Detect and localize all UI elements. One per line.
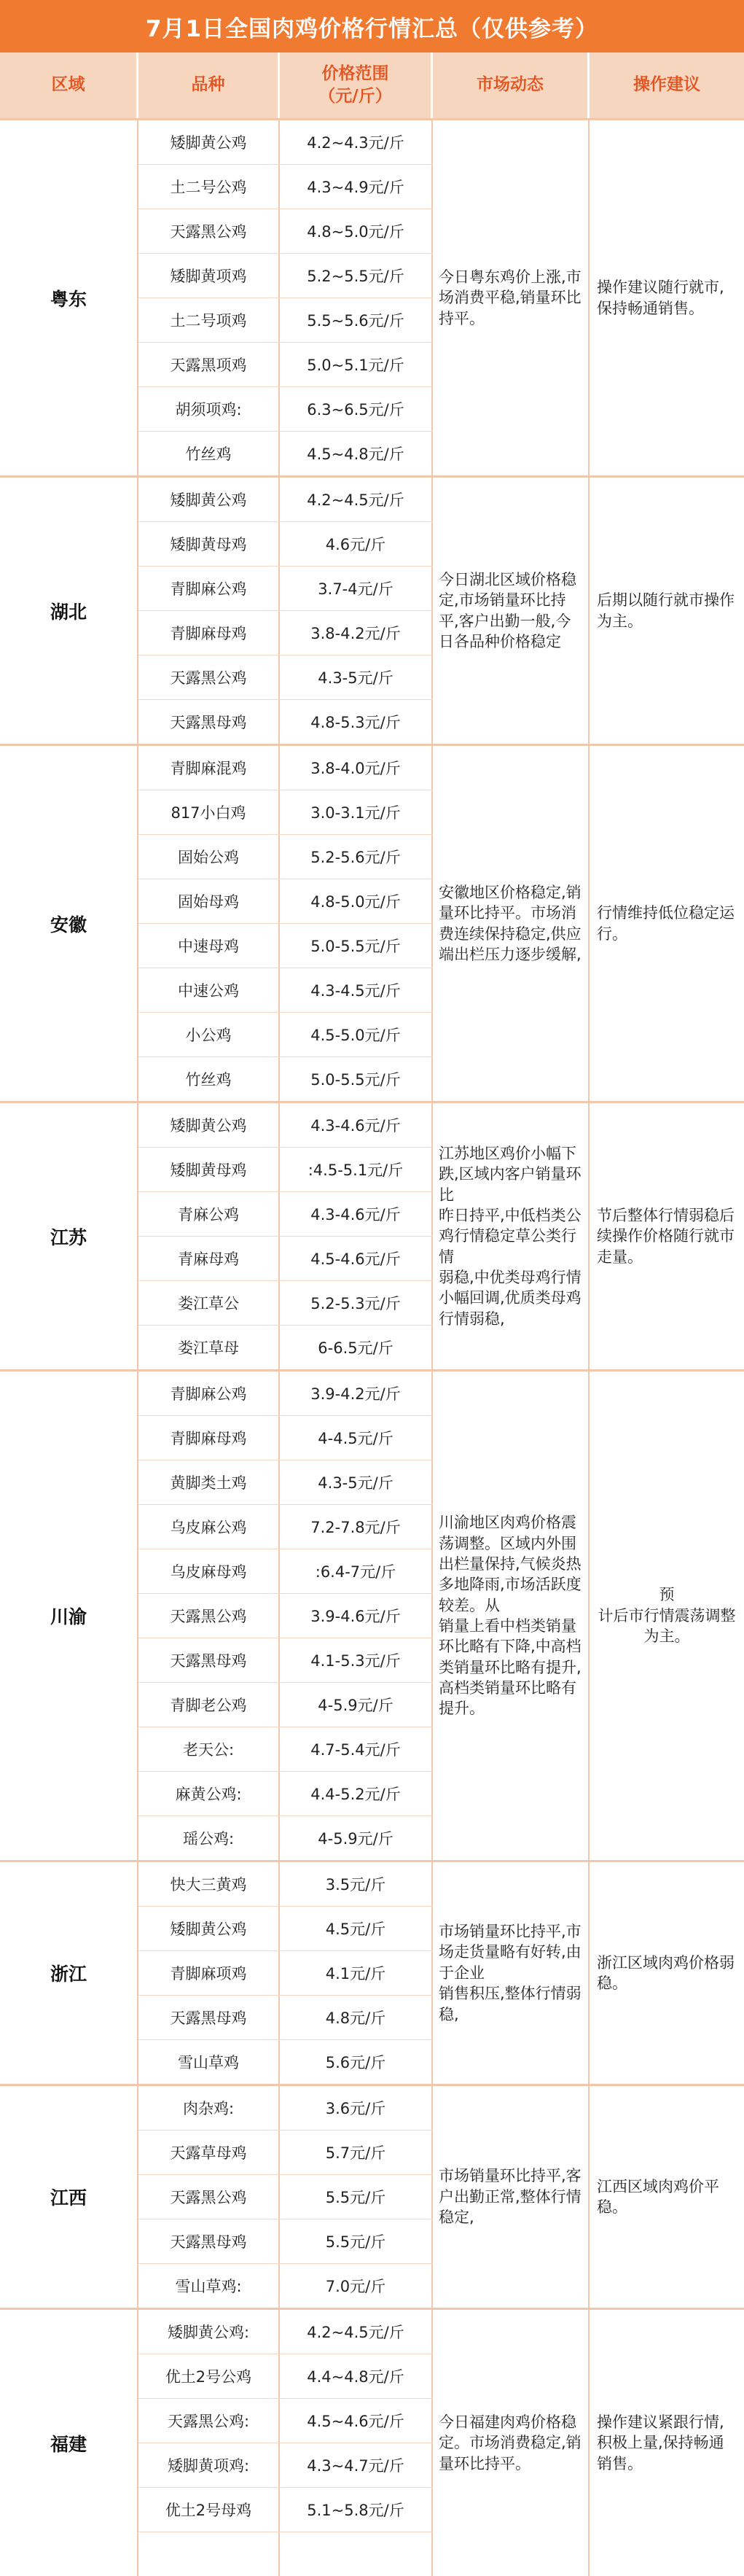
price-cell: 5.6元/斤 [280, 2040, 433, 2084]
table-row [138, 1326, 433, 1369]
table-row [138, 478, 433, 522]
variety-cell: 竹丝鸡 [138, 1057, 280, 1101]
table-row [138, 1951, 433, 1996]
table-row [138, 1237, 433, 1281]
variety-cell: 老天公: [138, 1727, 280, 1771]
table-row [138, 120, 433, 165]
operation-advice-cell: 江西区域肉鸡价平稳。 [597, 2177, 719, 2216]
variety-cell: 土二号公鸡 [138, 165, 280, 209]
variety-cell: 娄江草母 [138, 1326, 280, 1369]
market-dynamics-cell: 今日粤东鸡价上涨,市场消费平稳,销量环比持平。 [433, 120, 590, 475]
operation-advice-cell: 行情维持低位稳定运行。 [597, 904, 735, 943]
table-row [138, 298, 433, 343]
price-cell: 5.0~5.1元/斤 [280, 343, 433, 386]
price-cell: 3.9-4.2元/斤 [280, 1371, 433, 1415]
variety-cell: 瑶公鸡: [138, 1816, 280, 1860]
price-cell: 4.2~4.5元/斤 [280, 478, 433, 521]
price-cell: 5.2-5.6元/斤 [280, 835, 433, 879]
table-header [0, 52, 744, 118]
table-row [138, 2310, 433, 2354]
region-rows [138, 1103, 433, 1369]
variety-cell: 天露黑公鸡 [138, 209, 280, 253]
table-row [138, 2264, 433, 2308]
price-cell: 3.6元/斤 [280, 2086, 433, 2130]
variety-cell: 天露黑母鸡 [138, 2219, 280, 2263]
table-row [138, 254, 433, 298]
variety-cell: 矮脚黄项鸡: [138, 2443, 280, 2487]
region-name: 安徽 [0, 746, 138, 1101]
table-row [138, 2219, 433, 2264]
variety-cell: 中速公鸡 [138, 968, 280, 1012]
price-cell: 3.9-4.6元/斤 [280, 1594, 433, 1638]
table-row [138, 924, 433, 968]
price-cell: 4.5-4.6元/斤 [280, 1237, 433, 1280]
table-row [138, 790, 433, 835]
variety-cell: 青脚麻母鸡 [138, 611, 280, 655]
variety-cell: 矮脚黄母鸡 [138, 1148, 280, 1191]
region-rows [138, 2310, 433, 2576]
variety-cell: 天露草母鸡 [138, 2131, 280, 2174]
region-rows [138, 746, 433, 1101]
table-row [138, 2131, 433, 2175]
price-cell: 4.5-5.0元/斤 [280, 1013, 433, 1057]
variety-cell: 肉杂鸡: [138, 2086, 280, 2130]
table-row [138, 611, 433, 655]
region-name: 江西 [0, 2086, 138, 2308]
variety-cell: 天露黑公鸡 [138, 655, 280, 699]
price-cell: 3.8-4.2元/斤 [280, 611, 433, 655]
variety-cell: 黄脚类土鸡 [138, 1460, 280, 1504]
variety-cell: 矮脚黄公鸡 [138, 120, 280, 164]
table-row [138, 2488, 433, 2532]
region-name: 福建 [0, 2310, 138, 2576]
price-cell: 4.5~4.8元/斤 [280, 432, 433, 475]
header-price [280, 52, 433, 118]
operation-advice-cell: 操作建议紧跟行情,积极上量,保持畅通销售。 [597, 2413, 724, 2472]
region-block [0, 1369, 744, 1860]
price-cell: 3.7-4元/斤 [280, 567, 433, 610]
table-row [138, 1013, 433, 1057]
region-rows [138, 120, 433, 475]
variety-cell: 天露黑公鸡: [138, 2399, 280, 2443]
operation-advice-cell: 操作建议随行就市,保持畅通销售。 [597, 279, 724, 317]
price-cell: 5.2-5.3元/斤 [280, 1281, 433, 1325]
variety-cell: 雪山草鸡 [138, 2040, 280, 2084]
variety-cell: 优土2号母鸡 [138, 2488, 280, 2532]
price-cell: 4.1-5.3元/斤 [280, 1638, 433, 1682]
table-row [138, 1772, 433, 1816]
price-cell: 5.7元/斤 [280, 2131, 433, 2174]
price-cell: 4.2~4.5元/斤 [280, 2310, 433, 2354]
price-cell: 3.0-3.1元/斤 [280, 790, 433, 834]
variety-cell: 娄江草公 [138, 1281, 280, 1325]
price-cell: 5.2~5.5元/斤 [280, 254, 433, 297]
table-row [138, 2443, 433, 2488]
price-cell: 5.1~5.8元/斤 [280, 2488, 433, 2532]
price-cell: 6.3~6.5元/斤 [280, 387, 433, 431]
variety-cell: 青脚麻母鸡 [138, 1416, 280, 1460]
price-cell: 5.5元/斤 [280, 2219, 433, 2263]
variety-cell: 矮脚黄项鸡 [138, 254, 280, 297]
header-advice: 操作建议 [590, 52, 744, 118]
price-cell: 4.4~4.8元/斤 [280, 2354, 433, 2398]
header-price-label: 价格范围 （元/斤） [318, 63, 392, 106]
table-row [138, 1281, 433, 1326]
price-cell: 6-6.5元/斤 [280, 1326, 433, 1369]
variety-cell: 青麻母鸡 [138, 1237, 280, 1280]
table-row [138, 387, 433, 432]
price-cell: 4.2~4.3元/斤 [280, 120, 433, 164]
table-row [138, 1148, 433, 1192]
table-row [138, 1192, 433, 1237]
table-row [138, 1862, 433, 1907]
price-cell: 4.3~4.9元/斤 [280, 165, 433, 209]
price-cell: 4.3-4.5元/斤 [280, 968, 433, 1012]
variety-cell: 矮脚黄公鸡 [138, 1103, 280, 1147]
table-row [138, 655, 433, 700]
market-dynamics-cell: 市场销量环比持平,市场走货量略有好转,由于企业 销售积压,整体行情弱稳, [433, 1862, 590, 2084]
region-name: 江苏 [0, 1103, 138, 1369]
price-cell: 4.5元/斤 [280, 1907, 433, 1950]
table-row [138, 2399, 433, 2443]
variety-cell: 天露黑母鸡 [138, 1996, 280, 2039]
table-row [138, 2532, 433, 2576]
table-body [0, 118, 744, 2576]
table-row [138, 209, 433, 254]
region-block [0, 1860, 744, 2084]
region-rows [138, 1371, 433, 1860]
price-cell: :4.5-5.1元/斤 [280, 1148, 433, 1191]
variety-cell: 天露黑母鸡 [138, 700, 280, 744]
variety-cell: 青麻公鸡 [138, 1192, 280, 1236]
price-cell: 7.2-7.8元/斤 [280, 1505, 433, 1549]
price-cell: 4.3-5元/斤 [280, 655, 433, 699]
page-title: 7月1日全国肉鸡价格行情汇总（仅供参考） [0, 0, 744, 52]
price-cell: 5.5~5.6元/斤 [280, 298, 433, 342]
variety-cell: 矮脚黄公鸡 [138, 478, 280, 521]
price-cell: 5.0-5.5元/斤 [280, 924, 433, 968]
region-block [0, 1101, 744, 1369]
variety-cell: 优土2号公鸡 [138, 2354, 280, 2398]
operation-advice-cell: 浙江区域肉鸡价格弱稳。 [597, 1953, 735, 1992]
variety-cell: 快大三黄鸡 [138, 1862, 280, 1906]
table-row [138, 2354, 433, 2399]
region-name: 湖北 [0, 478, 138, 744]
market-dynamics-cell: 市场销量环比持平,客户出勤正常,整体行情稳定, [433, 2086, 590, 2308]
market-dynamics-cell: 今日湖北区域价格稳定,市场销量环比持平,客户出勤一般,今日各品种价格稳定 [433, 478, 590, 744]
header-dynamics: 市场动态 [433, 52, 590, 118]
region-rows [138, 478, 433, 744]
header-variety: 品种 [138, 52, 280, 118]
price-cell: 3.8-4.0元/斤 [280, 746, 433, 790]
table-row [138, 968, 433, 1013]
variety-cell [138, 2532, 280, 2576]
table-row [138, 1594, 433, 1638]
table-row [138, 2040, 433, 2084]
variety-cell: 矮脚黄公鸡: [138, 2310, 280, 2354]
variety-cell: 竹丝鸡 [138, 432, 280, 475]
market-dynamics-cell: 江苏地区鸡价小幅下跌,区域内客户销量环比 昨日持平,中低档类公鸡行情稳定草公类行情 弱稳,中优类母鸡行情小幅回调,优质类母鸡 行情弱稳, [433, 1103, 590, 1369]
operation-advice-cell: 后期以随行就市操作为主。 [597, 591, 735, 630]
region-block [0, 2308, 744, 2576]
region-name: 川渝 [0, 1371, 138, 1860]
price-cell: 4.8元/斤 [280, 1996, 433, 2039]
variety-cell: 胡须项鸡: [138, 387, 280, 431]
region-name: 浙江 [0, 1862, 138, 2084]
region-block [0, 744, 744, 1101]
price-cell: 4-4.5元/斤 [280, 1416, 433, 1460]
price-cell: 7.0元/斤 [280, 2264, 433, 2308]
variety-cell: 天露黑母鸡 [138, 1638, 280, 1682]
variety-cell: 青脚麻公鸡 [138, 567, 280, 610]
price-cell: 4.6元/斤 [280, 522, 433, 566]
market-dynamics-cell: 川渝地区肉鸡价格震荡调整。区域内外围出栏量保持,气候炎热多地降雨,市场活跃度较差。从 销量上看中档类销量环比略有下降,中高档类销量环比略有提升,高档类销量环比略有提升。 [433, 1371, 590, 1860]
price-cell: 4.8-5.0元/斤 [280, 879, 433, 923]
variety-cell: 青脚麻公鸡 [138, 1371, 280, 1415]
price-cell: 4.3~4.7元/斤 [280, 2443, 433, 2487]
price-cell [280, 2532, 433, 2576]
header-region: 区域 [0, 52, 138, 118]
variety-cell: 中速母鸡 [138, 924, 280, 968]
operation-advice-cell: 节后整体行情弱稳后续操作价格随行就市走量。 [597, 1206, 735, 1266]
price-cell: 4.4-5.2元/斤 [280, 1772, 433, 1816]
table-row [138, 1549, 433, 1594]
price-cell: 4.8~5.0元/斤 [280, 209, 433, 253]
variety-cell: 青脚老公鸡 [138, 1683, 280, 1727]
operation-advice-cell: 预 计后市行情震荡调整为主。 [598, 1586, 736, 1646]
price-cell: 5.0-5.5元/斤 [280, 1057, 433, 1101]
price-cell: 4-5.9元/斤 [280, 1683, 433, 1727]
table-row [138, 1371, 433, 1416]
table-row [138, 1907, 433, 1951]
variety-cell: 天露黑项鸡 [138, 343, 280, 386]
table-row [138, 522, 433, 567]
variety-cell: 固始母鸡 [138, 879, 280, 923]
table-row [138, 1816, 433, 1860]
table-row [138, 2086, 433, 2131]
table-row [138, 165, 433, 209]
market-dynamics-cell: 今日福建肉鸡价格稳定。市场消费稳定,销量环比持平。 [433, 2310, 590, 2576]
variety-cell: 817小白鸡 [138, 790, 280, 834]
region-name: 粤东 [0, 120, 138, 475]
table-row [138, 2175, 433, 2219]
table-row [138, 1057, 433, 1101]
price-cell: 4-5.9元/斤 [280, 1816, 433, 1860]
table-row [138, 1727, 433, 1772]
table-row [138, 1103, 433, 1148]
region-rows [138, 1862, 433, 2084]
variety-cell: 固始公鸡 [138, 835, 280, 879]
variety-cell: 土二号项鸡 [138, 298, 280, 342]
variety-cell: 乌皮麻母鸡 [138, 1549, 280, 1593]
price-cell: 4.7-5.4元/斤 [280, 1727, 433, 1771]
table-row [138, 746, 433, 790]
price-cell: 4.3-4.6元/斤 [280, 1192, 433, 1236]
table-row [138, 1416, 433, 1460]
variety-cell: 天露黑公鸡 [138, 2175, 280, 2219]
table-row [138, 700, 433, 744]
variety-cell: 青脚麻项鸡 [138, 1951, 280, 1995]
table-row [138, 835, 433, 879]
table-row [138, 343, 433, 387]
table-row [138, 879, 433, 924]
market-dynamics-cell: 安徽地区价格稳定,销量环比持平。市场消费连续保持稳定,供应端出栏压力逐步缓解, [433, 746, 590, 1101]
variety-cell: 雪山草鸡: [138, 2264, 280, 2308]
price-cell: 4.5~4.6元/斤 [280, 2399, 433, 2443]
variety-cell: 小公鸡 [138, 1013, 280, 1057]
variety-cell: 青脚麻混鸡 [138, 746, 280, 790]
price-cell: 4.3-4.6元/斤 [280, 1103, 433, 1147]
price-cell: :6.4-7元/斤 [280, 1549, 433, 1593]
price-cell: 3.5元/斤 [280, 1862, 433, 1906]
variety-cell: 麻黄公鸡: [138, 1772, 280, 1816]
variety-cell: 矮脚黄公鸡 [138, 1907, 280, 1950]
variety-cell: 天露黑公鸡 [138, 1594, 280, 1638]
variety-cell: 乌皮麻公鸡 [138, 1505, 280, 1549]
table-row [138, 567, 433, 611]
table-row [138, 1505, 433, 1549]
region-rows [138, 2086, 433, 2308]
table-row [138, 1638, 433, 1683]
region-block [0, 118, 744, 475]
price-cell: 4.3-5元/斤 [280, 1460, 433, 1504]
region-block [0, 2084, 744, 2308]
table-row [138, 1460, 433, 1505]
variety-cell: 矮脚黄母鸡 [138, 522, 280, 566]
table-row [138, 1996, 433, 2040]
price-cell: 5.5元/斤 [280, 2175, 433, 2219]
table-row [138, 432, 433, 475]
table-row [138, 1683, 433, 1727]
price-cell: 4.1元/斤 [280, 1951, 433, 1995]
price-cell: 4.8-5.3元/斤 [280, 700, 433, 744]
region-block [0, 475, 744, 744]
